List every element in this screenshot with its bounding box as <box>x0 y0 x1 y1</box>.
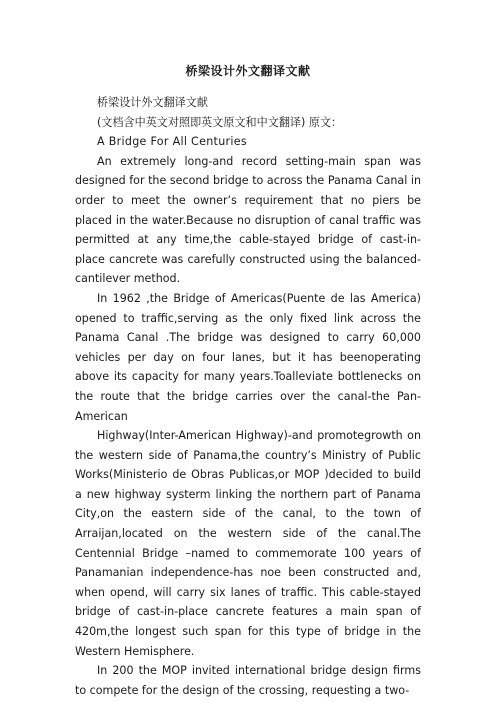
section-heading: A Bridge For All Centuries <box>97 135 247 149</box>
body-paragraph-1: An extremely long-and record setting-main span was designed for the second bridge to across the Panama Canal in order to meet the owner’s requirement that no piers be placed in the water.Because no disruption of canal traffic was permitted at any time,the cable-stayed bridge of cast-in-place cancrete was carefully constructed using the balanced-cantilever method. <box>75 154 421 286</box>
document-body <box>75 93 421 700</box>
body-paragraph-2: In 1962 ,the Bridge of Americas(Puente de las America) opened to traffic,serving as the only fixed link across the Panama Canal .The bridge was designed to carry 60,000 vehicles per day on four lanes, but it has beenoperating above its capacity for many years.Toalleviate bottlenecks on the route that the bridge carries over the canal-the Pan-American <box>75 291 421 423</box>
document-title: 桥梁设计外文翻译文献 <box>185 64 311 78</box>
source-note: (文档含中英文对照即英文原文和中文翻译) 原文： <box>97 115 343 129</box>
body-paragraph-4: In 200 the MOP invited international bridge design firms to compete for the design of the crossing, requesting a two- <box>75 664 421 697</box>
document-subtitle: 桥梁设计外文翻译文献 <box>97 96 208 109</box>
body-paragraph-3: Highway(Inter-American Highway)-and promotegrowth on the western side of Panama,the country’s Ministry of Public Works(Ministerio de Obras Publicas,or MOP )decided to build a new highway systerm linking the northern part of Panama City,on the eastern side of the canal, to the town of Arraijan,located on the western side of the canal.The Centennial Bridge –named to commemorate 100 years of Panamanian independence-has noe been constructed and, when opend, will carry six lanes of traffic. This cable-stayed bridge of cast-in-place cancrete features a main span of 420m,the longest such span for this type of bridge in the Western Hemisphere. <box>75 429 421 658</box>
